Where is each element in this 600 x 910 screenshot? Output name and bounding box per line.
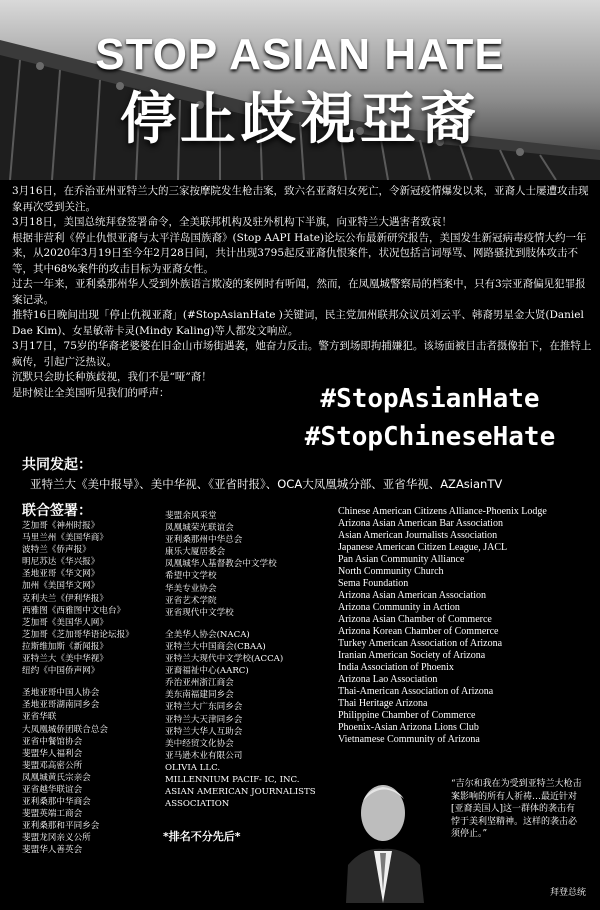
signer-item: 亚特兰大华人互助会 bbox=[165, 726, 243, 737]
signer-item: 凤凰城黄氏宗亲会 bbox=[22, 772, 91, 783]
signer-item: 乔治亚州浙江商会 bbox=[165, 678, 234, 689]
signers-heading: 联合签署： bbox=[22, 502, 92, 518]
co-initiators-list: 亚特兰大《美中报导》、美中华视、《亚省时报》、OCA大凤凰城分部、亚省华视、AZAsianTV bbox=[30, 477, 503, 491]
statement-body bbox=[12, 184, 592, 401]
signers-column-3 bbox=[338, 506, 547, 746]
signer-item: Japanese American Citizen League, JACL bbox=[338, 542, 508, 553]
signer-item: 亚马逊木业有限公司 bbox=[165, 750, 243, 761]
signer-item: 亚特兰大天津同乡会 bbox=[165, 714, 243, 725]
hashtag-stop-asian-hate: #StopAsianHate bbox=[320, 384, 540, 414]
signer-item: 斐盟华人福利会 bbox=[22, 748, 83, 759]
signer-item: 大凤凰城侨团联合总会 bbox=[22, 724, 108, 735]
hero-banner bbox=[0, 0, 600, 180]
signer-item: 凤凰城华人基督教会中文学校 bbox=[165, 559, 277, 570]
signer-item: 波特兰《侨声报》 bbox=[22, 545, 91, 556]
signers-column-1 bbox=[22, 520, 134, 857]
signer-item: Arizona Lao Association bbox=[338, 674, 438, 685]
signer-item: 亚特兰大中国商会(CBAA) bbox=[165, 641, 266, 652]
signer-item: 亚省中餐馆协会 bbox=[22, 736, 83, 747]
signer-item: 全美华人协会(NACA) bbox=[165, 629, 250, 640]
signer-item: 美中经贸文化协会 bbox=[165, 738, 234, 749]
signer-item: Thai-American Association of Arizona bbox=[338, 686, 494, 697]
signer-item: 亚特兰大广东同乡会 bbox=[165, 702, 243, 713]
signer-item: 圣地亚哥湖南同乡会 bbox=[22, 700, 100, 711]
signer-item: 加州《美国华文网》 bbox=[22, 581, 100, 592]
signer-item: North Community Church bbox=[338, 566, 444, 577]
signer-item: 芝加哥《神州时报》 bbox=[22, 521, 100, 531]
signer-item: Thai Heritage Arizona bbox=[338, 698, 428, 709]
quote-panel bbox=[338, 765, 590, 903]
signer-item: 亚省华联 bbox=[22, 712, 57, 723]
signer-item: ASIAN AMERICAN JOURNALISTS bbox=[165, 787, 316, 798]
signer-item: 亚利桑那中华商会 bbox=[22, 797, 91, 808]
quote-speaker: 拜登总统 bbox=[550, 888, 587, 898]
signer-item: 马里兰州《美国华商》 bbox=[22, 533, 108, 544]
signer-item: Vietnamese Community of Arizona bbox=[338, 734, 480, 745]
signer-item: 亚利桑那州中华总会 bbox=[165, 535, 243, 546]
signer-item: 圣地亚哥《华文网》 bbox=[22, 569, 100, 580]
quote-text: “吉尔和我在为受到亚特兰大枪击案影响的所有人祈祷…最近针对[亚裔美国人]这一群体的袭击有悖于美利坚精神。这样的袭击必须停止。” bbox=[451, 779, 582, 839]
signer-item: Arizona Korean Chamber of Commerce bbox=[338, 626, 499, 637]
signer-item: 芝加哥《芝加哥华语论坛报》 bbox=[22, 629, 134, 640]
signer-item: 希望中文学校 bbox=[165, 571, 217, 582]
portrait-photo bbox=[338, 765, 438, 903]
signer-item: 拉斯维加斯《新闻报》 bbox=[22, 641, 108, 652]
signer-item: 斐盟华人善英会 bbox=[22, 845, 83, 856]
hero-title-chinese: 停止歧視亞裔 bbox=[120, 86, 480, 152]
signer-item: Asian American Journalists Association bbox=[338, 530, 498, 541]
signer-item: Arizona Asian American Bar Association bbox=[338, 518, 503, 529]
statement-paragraph: 3月17日，75岁的华裔老婆婆在旧金山市场街遇袭，她奋力反击。警方到场即拘捕嫌犯。该场面被目击者摄像拍下，在推特上疯传，引起广泛热议。 bbox=[12, 340, 592, 368]
signer-item: 斐盟英端工商会 bbox=[22, 809, 83, 820]
hashtag-stop-chinese-hate: #StopChineseHate bbox=[304, 422, 556, 452]
statement-paragraph: 推特16日晚间出现「停止仇视亚裔」(#StopAsianHate )关键词，民主党加州联邦众议员刘云平、韩裔男星金大贤(Daniel Dae Kim)、女星敏蒂卡灵(Mindy Kaling)等人都发文响应。 bbox=[12, 309, 584, 337]
signer-item: Phoenix-Asian Arizona Lions Club bbox=[338, 722, 479, 733]
statement-paragraph: 是时候让全美国听见我们的呼声： bbox=[12, 386, 170, 399]
signer-item: 明尼苏达《华兴报》 bbox=[22, 557, 100, 568]
signer-item: 美东南福建同乡会 bbox=[165, 690, 234, 701]
signer-item: 华美专业协会 bbox=[165, 583, 217, 594]
signer-item: Philippine Chamber of Commerce bbox=[338, 710, 476, 721]
statement-paragraph: 过去一年来，亚利桑那州华人受到外族语言欺凌的案例时有听闻，然而，在凤凰城警察局的档案中，只有3宗亚裔偏见犯罪报案记录。 bbox=[12, 278, 586, 306]
order-note: *排名不分先后* bbox=[163, 830, 241, 843]
signer-item: 亚利桑那和平同乡会 bbox=[22, 821, 100, 832]
signer-item: Iranian American Society of Arizona bbox=[338, 650, 486, 661]
signer-item: India Association of Phoenix bbox=[338, 662, 454, 673]
signer-item: MILLENNIUM PACIF- IC, INC. bbox=[165, 774, 300, 785]
signer-item: Arizona Asian American Association bbox=[338, 590, 487, 601]
signer-item: Chinese American Citizens Alliance-Phoenix Lodge bbox=[338, 506, 547, 517]
signer-item: Arizona Community in Action bbox=[338, 602, 460, 613]
statement-paragraph: 根据非营利《停止仇恨亚裔与太平洋岛国族裔》(Stop AAPI Hate)论坛公布最新研究报告，美国发生新冠病毒疫情大约一年来，从2020年3月19日至今年2月28日间，共计出现3795起反亚裔仇恨案件，状况包括言词辱骂、网路骚扰到肢体攻击不等，其中68%案件的攻击目标为亚裔女性。 bbox=[12, 231, 587, 275]
signer-item: 亚省艺术学院 bbox=[165, 595, 217, 606]
signer-item: ASSOCIATION bbox=[165, 799, 230, 810]
signer-item: OLIVIA LLC. bbox=[165, 762, 221, 773]
signer-item: Turkey American Association of Arizona bbox=[338, 638, 503, 649]
signers-column-2 bbox=[165, 510, 316, 810]
co-initiators-heading: 共同发起： bbox=[22, 456, 92, 472]
signer-item: 亚特兰大《美中华视》 bbox=[22, 654, 108, 665]
signer-item: 克利夫兰《伊利华报》 bbox=[22, 593, 108, 604]
signer-item: 亚裔福祉中心(AARC) bbox=[165, 666, 249, 677]
signer-item: Pan Asian Community Alliance bbox=[338, 554, 465, 565]
signer-item: 纽约《中国侨声网》 bbox=[22, 666, 100, 677]
signer-item: Arizona Asian Chamber of Commerce bbox=[338, 614, 492, 625]
signer-item: 芝加哥《美国华人网》 bbox=[22, 617, 108, 628]
signer-item: 斐盟邓高密公所 bbox=[22, 760, 83, 771]
signer-item: 康乐大厦居委会 bbox=[165, 547, 226, 558]
signer-item: 斐盟龙冈亲义公所 bbox=[22, 833, 91, 844]
signer-item: 凤凰城荣光联谊会 bbox=[165, 523, 234, 534]
statement-paragraph: 3月18日，美国总统拜登签署命令，全美联邦机构及驻外机构下半旗，向亚特兰大遇害者致哀！ bbox=[12, 216, 453, 228]
statement-paragraph: 沉默只会助长种族歧视，我们不是“哑”裔！ bbox=[12, 371, 212, 383]
statement-paragraph: 3月16日，在乔治亚州亚特兰大的三家按摩院发生枪击案，致六名亚裔妇女死亡，令新冠疫情爆发以来，亚裔人士屡遭攻击现象再次受到关注。 bbox=[12, 185, 589, 213]
signer-item: 西雅图《西雅图中文电台》 bbox=[22, 605, 126, 616]
signer-item: 亚省现代中文学校 bbox=[165, 607, 234, 618]
signer-item: Sema Foundation bbox=[338, 578, 409, 589]
hashtags bbox=[270, 380, 590, 456]
signer-item: 亚特兰大现代中文学校(ACCA) bbox=[165, 654, 284, 665]
signer-item: 斐盟余风采堂 bbox=[165, 511, 217, 521]
signer-item: 亚省越华联谊会 bbox=[22, 784, 83, 795]
hero-title-english: STOP ASIAN HATE bbox=[95, 30, 505, 79]
signer-item: 圣地亚哥中国人协会 bbox=[22, 688, 100, 699]
